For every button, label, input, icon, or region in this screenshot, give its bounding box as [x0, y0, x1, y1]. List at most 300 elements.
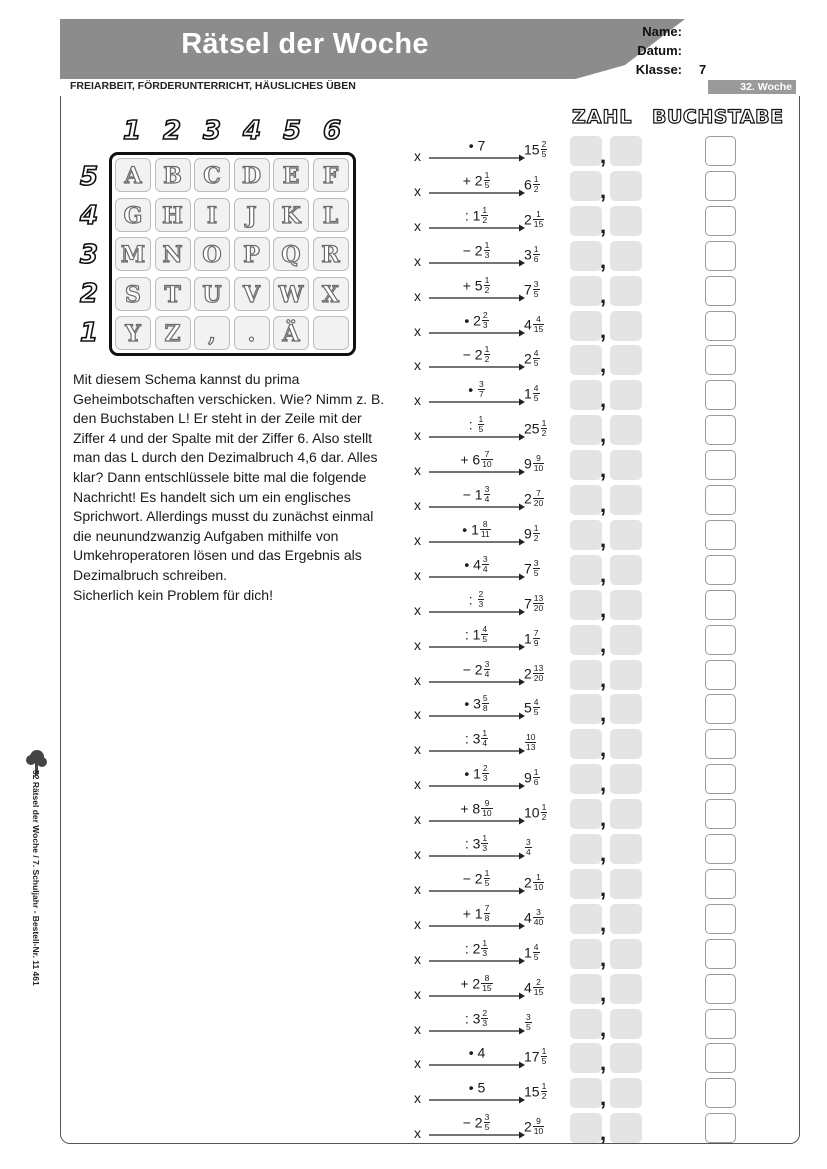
- buchstabe-box[interactable]: [705, 171, 736, 201]
- zahl-box-whole[interactable]: [570, 206, 602, 236]
- zahl-box-whole[interactable]: [570, 869, 602, 899]
- operator-symbol: •: [468, 137, 478, 154]
- result-whole: 2: [524, 1118, 532, 1135]
- row-number: 3: [79, 240, 99, 270]
- denominator: 4: [484, 494, 490, 504]
- buchstabe-box[interactable]: [705, 904, 736, 934]
- arrow-icon: [429, 694, 525, 729]
- grid-cell: K: [273, 198, 309, 232]
- result-value: [524, 140, 548, 159]
- result-value: [524, 629, 541, 648]
- operator-symbol: •: [468, 381, 478, 398]
- numerator: 8: [481, 974, 492, 984]
- operator-symbol: −: [462, 242, 475, 259]
- denominator: 2: [484, 284, 490, 295]
- task-row: [410, 869, 750, 899]
- zahl-box-whole[interactable]: [570, 625, 602, 655]
- buchstabe-box[interactable]: [705, 625, 736, 655]
- zahl-box-whole[interactable]: [570, 1078, 602, 1108]
- buchstabe-box[interactable]: [705, 729, 736, 759]
- operator-symbol: :: [464, 835, 473, 852]
- operand-whole: 1: [472, 207, 481, 224]
- denominator: 3: [478, 598, 484, 609]
- zahl-box-whole[interactable]: [570, 1043, 602, 1073]
- zahl-box-decimal[interactable]: [610, 625, 642, 655]
- operator-symbol: :: [464, 207, 473, 224]
- grid-cell: X: [313, 277, 349, 311]
- operator-symbol: •: [464, 312, 474, 328]
- zahl-box-decimal[interactable]: [610, 974, 642, 1004]
- grid-cell: P: [234, 237, 270, 271]
- buchstabe-box[interactable]: [705, 450, 736, 480]
- zahl-box-decimal[interactable]: [610, 1113, 642, 1143]
- denominator: 5: [541, 149, 547, 159]
- operator-symbol: −: [462, 661, 475, 677]
- zahl-box-whole[interactable]: [570, 590, 602, 620]
- buchstabe-box[interactable]: [705, 136, 736, 166]
- buchstabe-header: BUCHSTABE: [652, 106, 784, 128]
- result-value: [524, 454, 545, 473]
- buchstabe-box[interactable]: [705, 276, 736, 306]
- zahl-box-decimal[interactable]: [610, 450, 642, 480]
- zahl-box-decimal[interactable]: [610, 904, 642, 934]
- zahl-box-decimal[interactable]: [610, 311, 642, 341]
- decimal-comma: ,: [600, 806, 607, 832]
- grid-cell: J: [234, 198, 270, 232]
- variable-x: x: [414, 497, 421, 513]
- zahl-box-whole[interactable]: [570, 450, 602, 480]
- task-row: [410, 171, 750, 201]
- arrow-icon: [429, 1078, 525, 1113]
- zahl-box-whole[interactable]: [570, 311, 602, 341]
- variable-x: x: [414, 671, 421, 688]
- zahl-box-decimal[interactable]: [610, 555, 642, 585]
- buchstabe-box[interactable]: [705, 415, 736, 445]
- zahl-box-whole[interactable]: [570, 834, 602, 864]
- fraction: [541, 1047, 548, 1066]
- result-whole: 4: [524, 316, 532, 332]
- result-whole: 7: [524, 281, 532, 298]
- fraction: [533, 698, 540, 717]
- operator-symbol: •: [464, 556, 474, 573]
- numerator: 1: [541, 418, 547, 429]
- numerator: 1: [482, 204, 488, 215]
- operator-symbol: :: [468, 591, 477, 608]
- variable-x: x: [414, 811, 421, 828]
- column-number: 4: [242, 116, 262, 146]
- denominator: 6: [533, 777, 539, 788]
- grid-cell: S: [115, 277, 151, 311]
- zahl-box-decimal[interactable]: [610, 1043, 642, 1073]
- numerator: 3: [526, 1011, 531, 1022]
- operand-whole: 2: [474, 1114, 483, 1131]
- buchstabe-box[interactable]: [705, 1043, 736, 1073]
- result-whole: 5: [524, 699, 532, 716]
- grid-cell: [313, 316, 349, 350]
- fraction: [533, 768, 540, 787]
- zahl-box-decimal[interactable]: [610, 415, 642, 445]
- denominator: 4: [482, 738, 488, 749]
- zahl-box-whole[interactable]: [570, 974, 602, 1004]
- operand-whole: 1: [474, 905, 483, 922]
- operand-whole: 2: [472, 975, 481, 992]
- variable-x: x: [414, 915, 421, 932]
- operator-symbol: +: [460, 451, 473, 468]
- buchstabe-box[interactable]: [705, 660, 736, 690]
- operator-symbol: −: [462, 1114, 475, 1131]
- operator-symbol: +: [460, 800, 473, 817]
- numerator: 1: [533, 522, 539, 533]
- zahl-box-whole[interactable]: [570, 520, 602, 550]
- decimal-comma: ,: [600, 631, 607, 657]
- result-whole: 15: [524, 1083, 540, 1100]
- student-info: [612, 22, 707, 79]
- zahl-box-decimal[interactable]: [610, 764, 642, 794]
- denominator: 5: [533, 393, 539, 404]
- zahl-box-whole[interactable]: [570, 939, 602, 969]
- task-row: [410, 763, 750, 797]
- zahl-box-whole[interactable]: [570, 171, 602, 201]
- buchstabe-box[interactable]: [705, 1009, 736, 1039]
- variable-x: x: [414, 846, 421, 862]
- grid-cell: A: [115, 158, 151, 192]
- operand-whole: 5: [474, 277, 483, 294]
- operator-symbol: •: [462, 521, 472, 538]
- grid-cell: Z: [155, 316, 191, 350]
- task-row: [410, 344, 750, 378]
- buchstabe-box[interactable]: [705, 869, 736, 899]
- denominator: 5: [533, 358, 539, 369]
- operand-whole: 3: [473, 695, 481, 712]
- zahl-box-whole[interactable]: [570, 1009, 602, 1039]
- column-number: 1: [122, 116, 142, 146]
- operator-symbol: +: [462, 277, 475, 294]
- zahl-box-decimal[interactable]: [610, 799, 642, 829]
- result-value: [524, 489, 545, 508]
- zahl-box-whole[interactable]: [570, 764, 602, 794]
- denominator: 3: [484, 249, 490, 260]
- zahl-box-whole[interactable]: [570, 485, 602, 515]
- operator-symbol: •: [464, 695, 474, 712]
- numerator: 2: [478, 588, 484, 599]
- operand-whole: 2: [473, 312, 481, 328]
- zahl-box-decimal[interactable]: [610, 520, 642, 550]
- buchstabe-box[interactable]: [705, 799, 736, 829]
- variable-x: x: [414, 566, 421, 583]
- buchstabe-box[interactable]: [705, 485, 736, 515]
- numerator: 2: [482, 1007, 488, 1018]
- result-value: [524, 315, 545, 334]
- arrow-icon: [429, 834, 525, 869]
- result-value: [524, 559, 541, 578]
- row-number: 4: [79, 201, 99, 231]
- numerator: 2: [482, 309, 488, 320]
- decimal-comma: ,: [600, 247, 607, 273]
- task-row: [410, 834, 750, 864]
- numerator: 4: [533, 383, 539, 394]
- numerator: 4: [533, 697, 539, 708]
- zahl-box-decimal[interactable]: [610, 241, 642, 271]
- fraction: [533, 349, 540, 368]
- zahl-box-whole[interactable]: [570, 694, 602, 724]
- result-whole: 2: [524, 211, 532, 228]
- zahl-box-decimal[interactable]: [610, 1078, 642, 1108]
- grid-cell: B: [155, 158, 191, 192]
- zahl-box-whole[interactable]: [570, 415, 602, 445]
- result-value: [524, 1047, 548, 1066]
- buchstabe-box[interactable]: [705, 694, 736, 724]
- buchstabe-box[interactable]: [705, 206, 736, 236]
- numerator: 7: [533, 489, 544, 499]
- task-row: [410, 625, 750, 655]
- zahl-box-decimal[interactable]: [610, 590, 642, 620]
- decimal-comma: ,: [600, 841, 607, 866]
- result-whole: 2: [524, 665, 532, 681]
- fraction: [533, 1117, 544, 1136]
- fraction: [541, 140, 548, 159]
- denominator: 3: [482, 843, 488, 853]
- decimal-comma: ,: [600, 317, 607, 343]
- numerator: 3: [533, 908, 544, 918]
- side-imprint: 52 Rätsel der Woche / 7. Schuljahr - Bestell-Nr. 11 461: [31, 770, 41, 986]
- numerator: 13: [533, 592, 544, 603]
- denominator: 2: [533, 183, 539, 194]
- operator-symbol: −: [462, 486, 475, 503]
- zahl-box-whole[interactable]: [570, 799, 602, 829]
- denominator: 20: [533, 672, 544, 683]
- fraction: [533, 524, 540, 543]
- numerator: 1: [482, 728, 488, 739]
- decimal-comma: ,: [600, 980, 607, 1006]
- buchstabe-box[interactable]: [705, 520, 736, 550]
- denominator: 11: [480, 528, 490, 539]
- denominator: 4: [482, 563, 488, 574]
- zahl-box-whole[interactable]: [570, 729, 602, 759]
- zahl-box-whole[interactable]: [570, 555, 602, 585]
- zahl-box-decimal[interactable]: [610, 345, 642, 375]
- buchstabe-box[interactable]: [705, 1113, 736, 1143]
- fraction: [533, 384, 540, 403]
- buchstabe-box[interactable]: [705, 345, 736, 375]
- result-value: [524, 803, 548, 822]
- result-whole: 1: [524, 385, 532, 402]
- result-whole: 6: [524, 176, 532, 193]
- variable-x: x: [414, 1020, 421, 1037]
- result-whole: 17: [524, 1048, 540, 1065]
- numerator: 1: [482, 937, 488, 948]
- numerator: 1: [484, 274, 490, 285]
- zahl-box-decimal[interactable]: [610, 136, 642, 166]
- zahl-box-whole[interactable]: [570, 345, 602, 375]
- fraction: [525, 838, 532, 857]
- zahl-box-decimal[interactable]: [610, 171, 642, 201]
- arrow-icon: [429, 311, 525, 346]
- buchstabe-box[interactable]: [705, 590, 736, 620]
- zahl-box-decimal[interactable]: [610, 485, 642, 515]
- zahl-box-decimal[interactable]: [610, 660, 642, 690]
- variable-x: x: [414, 985, 421, 1002]
- zahl-box-whole[interactable]: [570, 276, 602, 306]
- result-whole: 7: [524, 560, 532, 577]
- numerator: 1: [541, 1081, 547, 1092]
- operand-whole: 2: [472, 940, 481, 957]
- fraction: [533, 873, 544, 892]
- operand-whole: 2: [474, 870, 483, 887]
- zahl-box-decimal[interactable]: [610, 939, 642, 969]
- operator-symbol: •: [464, 765, 474, 782]
- zahl-box-decimal[interactable]: [610, 834, 642, 864]
- operand-whole: 3: [472, 730, 481, 747]
- decimal-comma: ,: [600, 282, 607, 308]
- instructions-closing: Sicherlich kein Problem für dich!: [73, 586, 273, 603]
- buchstabe-box[interactable]: [705, 241, 736, 271]
- numerator: 2: [482, 763, 488, 774]
- column-number: 2: [162, 116, 182, 146]
- zahl-box-decimal[interactable]: [610, 206, 642, 236]
- zahl-box-whole[interactable]: [570, 136, 602, 166]
- numerator: 4: [482, 623, 488, 634]
- decimal-comma: ,: [600, 596, 607, 622]
- grid-cell: G: [115, 198, 151, 232]
- zahl-box-whole[interactable]: [570, 241, 602, 271]
- buchstabe-box[interactable]: [705, 974, 736, 1004]
- decimal-comma: ,: [600, 492, 607, 517]
- decimal-comma: ,: [600, 1085, 607, 1111]
- grid-cell: F: [313, 158, 349, 192]
- numerator: 3: [484, 484, 490, 494]
- numerator: 1: [533, 873, 544, 883]
- grid-cell: C: [194, 158, 230, 192]
- grid-cell: D: [234, 158, 270, 192]
- numerator: 3: [533, 278, 539, 289]
- buchstabe-box[interactable]: [705, 311, 736, 341]
- arrow-icon: [429, 415, 525, 450]
- fraction: [525, 1013, 532, 1032]
- decimal-comma: ,: [600, 701, 607, 727]
- decimal-comma: ,: [600, 212, 607, 238]
- operator-symbol: −: [462, 346, 475, 363]
- task-row: [410, 1078, 750, 1111]
- numerator: 1: [482, 833, 488, 843]
- numerator: 9: [533, 1117, 544, 1127]
- buchstabe-box[interactable]: [705, 555, 736, 585]
- operand-whole: 4: [473, 556, 481, 573]
- instructions: [73, 370, 393, 605]
- fraction: [541, 1082, 548, 1101]
- denominator: 10: [482, 808, 492, 819]
- result-value: [524, 594, 545, 613]
- variable-x: x: [414, 252, 421, 269]
- zahl-box-whole[interactable]: [570, 660, 602, 690]
- denominator: 8: [484, 912, 490, 923]
- buchstabe-box[interactable]: [705, 380, 736, 410]
- buchstabe-box[interactable]: [705, 939, 736, 969]
- fraction: [533, 315, 544, 334]
- grid-cell: T: [155, 277, 191, 311]
- operator-symbol: :: [464, 940, 473, 957]
- decimal-comma: ,: [600, 526, 607, 552]
- buchstabe-box[interactable]: [705, 834, 736, 864]
- arrow-icon: [429, 625, 525, 660]
- arrow-icon: [429, 241, 525, 276]
- numerator: 2: [533, 978, 544, 988]
- task-row: [410, 136, 750, 166]
- arrow-icon: [429, 345, 525, 380]
- numerator: 9: [481, 799, 492, 809]
- column-number: 3: [202, 116, 222, 146]
- operand-whole: 2: [474, 661, 483, 677]
- numerator: 8: [480, 520, 491, 530]
- numerator: 1: [541, 1046, 547, 1057]
- datum-label: Datum:: [637, 43, 682, 58]
- operator-symbol: •: [468, 1079, 478, 1096]
- zahl-box-decimal[interactable]: [610, 380, 642, 410]
- grid-cell: I: [194, 198, 230, 232]
- denominator: 5: [482, 633, 488, 644]
- decimal-comma: ,: [600, 177, 607, 203]
- operand-whole: 8: [472, 800, 481, 817]
- zahl-box-decimal[interactable]: [610, 1009, 642, 1039]
- denominator: 4: [526, 847, 531, 857]
- numerator: 1: [484, 239, 490, 250]
- grid-cell: U: [194, 277, 230, 311]
- denominator: 20: [533, 498, 544, 508]
- denominator: 5: [526, 1021, 531, 1032]
- variable-x: x: [414, 1125, 421, 1142]
- denominator: 5: [533, 707, 539, 718]
- grid-cell: E: [273, 158, 309, 192]
- result-whole: 9: [524, 455, 532, 472]
- numerator: 4: [533, 315, 544, 325]
- operator-symbol: :: [464, 1010, 473, 1026]
- zahl-box-decimal[interactable]: [610, 694, 642, 724]
- result-value: [524, 210, 545, 229]
- decimal-comma: ,: [600, 387, 607, 413]
- zahl-box-whole[interactable]: [570, 1113, 602, 1143]
- denominator: 5: [541, 1056, 547, 1067]
- numerator: 3: [526, 837, 531, 847]
- decimal-comma: ,: [600, 561, 607, 587]
- buchstabe-box[interactable]: [705, 764, 736, 794]
- zahl-box-decimal[interactable]: [610, 869, 642, 899]
- operand-whole: 1: [474, 486, 483, 503]
- denominator: 40: [533, 916, 544, 927]
- zahl-box-whole[interactable]: [570, 380, 602, 410]
- grid-cell: N: [155, 237, 191, 271]
- numerator: 1: [484, 169, 490, 180]
- buchstabe-box[interactable]: [705, 1078, 736, 1108]
- row-number: 2: [79, 279, 99, 309]
- decimal-comma: ,: [600, 736, 607, 762]
- zahl-box-whole[interactable]: [570, 904, 602, 934]
- decimal-comma: ,: [600, 1015, 607, 1041]
- fraction: [533, 629, 540, 648]
- task-row: [410, 485, 750, 515]
- denominator: 9: [533, 637, 539, 648]
- zahl-box-decimal[interactable]: [610, 729, 642, 759]
- result-whole: 1: [524, 944, 532, 961]
- operator-symbol: −: [462, 870, 475, 887]
- numerator: 3: [479, 379, 484, 390]
- result-value: [524, 245, 541, 264]
- result-value: [524, 664, 545, 683]
- zahl-box-decimal[interactable]: [610, 276, 642, 306]
- task-row: [410, 904, 750, 934]
- result-whole: 9: [524, 769, 532, 786]
- denominator: 5: [484, 1122, 490, 1133]
- denominator: 2: [482, 214, 488, 225]
- result-whole: 10: [524, 804, 540, 821]
